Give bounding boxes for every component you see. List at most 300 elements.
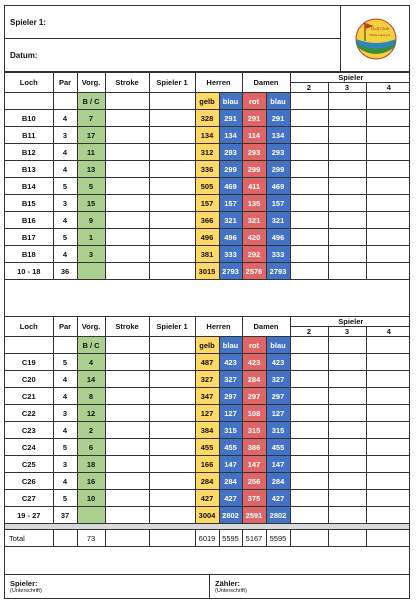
stroke-total-input[interactable] <box>105 530 149 547</box>
length-blau-damen: 321 <box>266 212 290 229</box>
hole-vorgabe: 4 <box>77 354 105 371</box>
hole-row <box>5 229 410 246</box>
spieler1-input[interactable] <box>149 354 195 371</box>
spieler-3-input[interactable] <box>328 456 366 473</box>
grand-total-row <box>5 530 410 547</box>
length-blau: 496 <box>219 229 242 246</box>
marker-signature-label: Zähler: <box>215 579 241 588</box>
date-label: Datum: <box>10 50 38 60</box>
hole-row <box>5 127 410 144</box>
hole-vorgabe: 7 <box>77 110 105 127</box>
table-cell <box>366 93 410 110</box>
spieler-3-input[interactable] <box>328 354 366 371</box>
spieler-3-input[interactable] <box>328 212 366 229</box>
length-blau: 291 <box>219 110 242 127</box>
spieler1-input[interactable] <box>149 473 195 490</box>
subtotal-rot: 2576 <box>242 263 266 280</box>
length-gelb: 166 <box>195 456 219 473</box>
spieler1-input[interactable] <box>149 490 195 507</box>
grand-total-par: 73 <box>77 530 105 547</box>
hole-par: 5 <box>53 490 77 507</box>
spieler-4-total-input[interactable] <box>366 530 410 547</box>
length-rot: 315 <box>242 422 266 439</box>
col-damen: Damen <box>242 317 290 337</box>
length-blau-damen: 291 <box>266 110 290 127</box>
spieler-4-input[interactable] <box>366 110 410 127</box>
stroke-input[interactable] <box>105 178 149 195</box>
hole-number: C23 <box>5 422 53 439</box>
hole-row <box>5 144 410 161</box>
length-blau-damen: 299 <box>266 161 290 178</box>
subtotal-label: 10 - 18 <box>5 263 53 280</box>
length-gelb: 455 <box>195 439 219 456</box>
spieler-3-input[interactable] <box>328 161 366 178</box>
table-cell <box>77 263 105 280</box>
length-gelb: 328 <box>195 110 219 127</box>
hole-vorgabe: 14 <box>77 371 105 388</box>
length-blau-damen: 134 <box>266 127 290 144</box>
table-cell <box>53 530 77 547</box>
spieler-3-input[interactable] <box>328 439 366 456</box>
player-signature-field[interactable] <box>5 574 210 599</box>
length-gelb: 347 <box>195 388 219 405</box>
stroke-input[interactable] <box>105 110 149 127</box>
length-gelb: 496 <box>195 229 219 246</box>
hole-row <box>5 439 410 456</box>
stroke-input[interactable] <box>105 161 149 178</box>
length-gelb: 312 <box>195 144 219 161</box>
length-rot: 321 <box>242 212 266 229</box>
hole-number: B14 <box>5 178 53 195</box>
length-rot: 375 <box>242 490 266 507</box>
hole-number: B13 <box>5 161 53 178</box>
stroke-input[interactable] <box>105 212 149 229</box>
length-blau: 297 <box>219 388 242 405</box>
spieler-2-input[interactable] <box>290 178 328 195</box>
tee-gelb: gelb <box>195 337 219 354</box>
length-gelb: 284 <box>195 473 219 490</box>
stroke-input[interactable] <box>105 490 149 507</box>
hole-vorgabe: 12 <box>77 405 105 422</box>
spieler-4-input[interactable] <box>366 456 410 473</box>
table-cell <box>53 93 77 110</box>
spieler-3-input[interactable] <box>328 178 366 195</box>
stroke-input[interactable] <box>105 127 149 144</box>
col-spieler-4: 4 <box>366 327 410 337</box>
back-nine-table <box>5 316 410 547</box>
subtotal-par: 36 <box>53 263 77 280</box>
spieler-4-input[interactable] <box>366 405 410 422</box>
header-row <box>5 73 410 83</box>
length-blau: 284 <box>219 473 242 490</box>
length-rot: 292 <box>242 246 266 263</box>
length-rot: 291 <box>242 110 266 127</box>
spieler-4-input[interactable] <box>366 473 410 490</box>
length-blau: 157 <box>219 195 242 212</box>
hole-vorgabe: 16 <box>77 473 105 490</box>
length-gelb: 327 <box>195 371 219 388</box>
hole-row <box>5 371 410 388</box>
length-rot: 386 <box>242 439 266 456</box>
tee-blau-damen: blau <box>266 93 290 110</box>
length-gelb: 384 <box>195 422 219 439</box>
spieler1-input[interactable] <box>149 263 195 280</box>
spieler-3-input[interactable] <box>328 405 366 422</box>
col-spieler: Spieler <box>290 73 410 83</box>
grand-total-gelb: 6019 <box>195 530 219 547</box>
table-cell <box>290 93 328 110</box>
marker-signature-field[interactable] <box>210 574 410 599</box>
spieler-4-input[interactable] <box>366 246 410 263</box>
golf-club-logo-icon <box>352 17 400 61</box>
hole-number: C19 <box>5 354 53 371</box>
col-herren: Herren <box>195 73 242 93</box>
spieler-3-input[interactable] <box>328 229 366 246</box>
hole-par: 5 <box>53 354 77 371</box>
length-blau: 333 <box>219 246 242 263</box>
hole-par: 4 <box>53 473 77 490</box>
spieler-2-input[interactable] <box>290 110 328 127</box>
spieler1-input[interactable] <box>149 110 195 127</box>
spieler1-input[interactable] <box>149 371 195 388</box>
length-gelb: 127 <box>195 405 219 422</box>
table-cell <box>105 337 149 354</box>
hole-number: C21 <box>5 388 53 405</box>
col-loch: Loch <box>5 317 53 337</box>
hole-number: C22 <box>5 405 53 422</box>
spieler-2-input[interactable] <box>290 456 328 473</box>
length-gelb: 487 <box>195 354 219 371</box>
spieler-2-input[interactable] <box>290 212 328 229</box>
table-cell <box>366 337 410 354</box>
hole-row <box>5 473 410 490</box>
stroke-input[interactable] <box>105 144 149 161</box>
length-rot: 256 <box>242 473 266 490</box>
length-blau-damen: 427 <box>266 490 290 507</box>
spieler-2-input[interactable] <box>290 405 328 422</box>
spieler1-input[interactable] <box>149 212 195 229</box>
tee-row <box>5 93 410 110</box>
stroke-input[interactable] <box>105 405 149 422</box>
hole-number: B17 <box>5 229 53 246</box>
length-gelb: 366 <box>195 212 219 229</box>
length-blau-damen: 455 <box>266 439 290 456</box>
length-rot: 411 <box>242 178 266 195</box>
spieler-4-input[interactable] <box>366 178 410 195</box>
spieler-3-input[interactable] <box>328 246 366 263</box>
table-cell <box>149 337 195 354</box>
length-blau-damen: 423 <box>266 354 290 371</box>
length-blau: 455 <box>219 439 242 456</box>
spieler1-input[interactable] <box>149 422 195 439</box>
hole-row <box>5 246 410 263</box>
front-nine-table <box>5 72 410 280</box>
spieler-2-input[interactable] <box>290 229 328 246</box>
tee-blau-damen: blau <box>266 337 290 354</box>
spieler-2-input[interactable] <box>290 144 328 161</box>
tee-blau: blau <box>219 93 242 110</box>
hole-number: B18 <box>5 246 53 263</box>
spieler-2-input[interactable] <box>290 473 328 490</box>
spieler-3-input[interactable] <box>328 507 366 524</box>
spieler1-input[interactable] <box>149 229 195 246</box>
hole-row <box>5 178 410 195</box>
hole-row <box>5 422 410 439</box>
stroke-input[interactable] <box>105 439 149 456</box>
spieler1-input[interactable] <box>149 405 195 422</box>
subtotal-gelb: 3004 <box>195 507 219 524</box>
length-blau-damen: 327 <box>266 371 290 388</box>
hole-row <box>5 354 410 371</box>
length-gelb: 427 <box>195 490 219 507</box>
stroke-input[interactable] <box>105 473 149 490</box>
col-herren: Herren <box>195 317 242 337</box>
length-blau: 315 <box>219 422 242 439</box>
col-spieler-4: 4 <box>366 83 410 93</box>
spieler1-input[interactable] <box>149 439 195 456</box>
spieler-2-input[interactable] <box>290 354 328 371</box>
length-blau: 427 <box>219 490 242 507</box>
spieler-2-input[interactable] <box>290 263 328 280</box>
hole-row <box>5 161 410 178</box>
table-cell <box>328 93 366 110</box>
spieler-2-input[interactable] <box>290 388 328 405</box>
length-blau: 423 <box>219 354 242 371</box>
hole-par: 4 <box>53 422 77 439</box>
length-blau-damen: 333 <box>266 246 290 263</box>
subtotal-row <box>5 507 410 524</box>
length-rot: 147 <box>242 456 266 473</box>
hole-par: 3 <box>53 195 77 212</box>
length-blau-damen: 469 <box>266 178 290 195</box>
marker-signature-sub: (Unterschrift) <box>215 588 247 594</box>
length-rot: 108 <box>242 405 266 422</box>
hole-number: B11 <box>5 127 53 144</box>
spieler-2-input[interactable] <box>290 422 328 439</box>
length-blau-damen: 315 <box>266 422 290 439</box>
hole-row <box>5 212 410 229</box>
hole-number: B12 <box>5 144 53 161</box>
hole-row <box>5 195 410 212</box>
stroke-input[interactable] <box>105 371 149 388</box>
spieler1-input[interactable] <box>149 178 195 195</box>
table-cell <box>149 93 195 110</box>
spieler1-input[interactable] <box>149 127 195 144</box>
spieler-4-input[interactable] <box>366 161 410 178</box>
subtotal-blau: 2802 <box>219 507 242 524</box>
hole-par: 5 <box>53 439 77 456</box>
hole-vorgabe: 10 <box>77 490 105 507</box>
stroke-input[interactable] <box>105 388 149 405</box>
spieler-3-input[interactable] <box>328 127 366 144</box>
hole-number: C24 <box>5 439 53 456</box>
hole-par: 5 <box>53 229 77 246</box>
spieler1-input[interactable] <box>149 195 195 212</box>
spieler-4-input[interactable] <box>366 490 410 507</box>
spieler-4-input[interactable] <box>366 144 410 161</box>
spieler-4-input[interactable] <box>366 195 410 212</box>
length-blau-damen: 127 <box>266 405 290 422</box>
hole-row <box>5 405 410 422</box>
spieler1-input[interactable] <box>149 161 195 178</box>
length-blau-damen: 293 <box>266 144 290 161</box>
hole-par: 5 <box>53 178 77 195</box>
tee-blau: blau <box>219 337 242 354</box>
stroke-input[interactable] <box>105 354 149 371</box>
hole-par: 4 <box>53 371 77 388</box>
spieler-3-input[interactable] <box>328 195 366 212</box>
hole-par: 4 <box>53 212 77 229</box>
hole-par: 4 <box>53 110 77 127</box>
spieler1-input[interactable] <box>149 144 195 161</box>
spieler-3-input[interactable] <box>328 473 366 490</box>
hole-number: C26 <box>5 473 53 490</box>
spieler-3-input[interactable] <box>328 371 366 388</box>
spieler-2-input[interactable] <box>290 127 328 144</box>
col-stroke: Stroke <box>105 73 149 93</box>
subtotal-rot: 2591 <box>242 507 266 524</box>
stroke-input[interactable] <box>105 246 149 263</box>
spieler-3-input[interactable] <box>328 263 366 280</box>
subtotal-par: 37 <box>53 507 77 524</box>
grand-total-label: Total <box>5 530 53 547</box>
stroke-input[interactable] <box>105 422 149 439</box>
spieler-2-input[interactable] <box>290 490 328 507</box>
length-gelb: 134 <box>195 127 219 144</box>
col-spieler-2: 2 <box>290 83 328 93</box>
spieler-3-input[interactable] <box>328 110 366 127</box>
spieler-4-input[interactable] <box>366 263 410 280</box>
col-vorg: Vorg. <box>77 317 105 337</box>
hole-vorgabe: 13 <box>77 161 105 178</box>
spieler-2-input[interactable] <box>290 439 328 456</box>
club-logo <box>340 6 410 72</box>
stroke-input[interactable] <box>105 263 149 280</box>
spieler1-input[interactable] <box>149 388 195 405</box>
spieler-4-input[interactable] <box>366 354 410 371</box>
hole-par: 3 <box>53 127 77 144</box>
length-blau: 327 <box>219 371 242 388</box>
hole-par: 4 <box>53 246 77 263</box>
length-rot: 299 <box>242 161 266 178</box>
col-vorg: Vorg. <box>77 73 105 93</box>
col-spieler-2: 2 <box>290 327 328 337</box>
header-row <box>5 317 410 327</box>
hole-par: 4 <box>53 161 77 178</box>
vorgabe-bc: B / C <box>77 93 105 110</box>
logo-text-line1: Golf Club <box>371 25 389 31</box>
length-gelb: 336 <box>195 161 219 178</box>
spieler1-total-input[interactable] <box>149 530 195 547</box>
stroke-input[interactable] <box>105 456 149 473</box>
length-gelb: 157 <box>195 195 219 212</box>
spieler-2-input[interactable] <box>290 507 328 524</box>
spieler-3-input[interactable] <box>328 422 366 439</box>
hole-vorgabe: 9 <box>77 212 105 229</box>
date-field[interactable] <box>5 39 340 72</box>
length-blau: 299 <box>219 161 242 178</box>
col-par: Par <box>53 73 77 93</box>
spieler-2-input[interactable] <box>290 371 328 388</box>
hole-number: C20 <box>5 371 53 388</box>
hole-row <box>5 456 410 473</box>
length-gelb: 505 <box>195 178 219 195</box>
col-damen: Damen <box>242 73 290 93</box>
col-spieler-3: 3 <box>328 327 366 337</box>
spieler-3-input[interactable] <box>328 388 366 405</box>
grand-total-rot: 5167 <box>242 530 266 547</box>
logo-text-line2: Tölzer Land e.V. <box>369 32 391 37</box>
hole-par: 4 <box>53 388 77 405</box>
spieler-3-input[interactable] <box>328 144 366 161</box>
col-spieler-3: 3 <box>328 83 366 93</box>
spieler1-input[interactable] <box>149 456 195 473</box>
stroke-input[interactable] <box>105 229 149 246</box>
hole-vorgabe: 1 <box>77 229 105 246</box>
length-blau: 293 <box>219 144 242 161</box>
spieler-2-total-input[interactable] <box>290 530 328 547</box>
subtotal-blau-damen: 2802 <box>266 507 290 524</box>
spieler-4-input[interactable] <box>366 229 410 246</box>
player-signature-label: Spieler: <box>10 579 38 588</box>
length-rot: 135 <box>242 195 266 212</box>
grand-total-blau: 5595 <box>219 530 242 547</box>
player-label: Spieler 1: <box>10 17 47 27</box>
col-spieler1: Spieler 1 <box>149 73 195 93</box>
length-rot: 114 <box>242 127 266 144</box>
col-stroke: Stroke <box>105 317 149 337</box>
length-gelb: 381 <box>195 246 219 263</box>
col-par: Par <box>53 317 77 337</box>
length-blau: 321 <box>219 212 242 229</box>
spieler-2-input[interactable] <box>290 195 328 212</box>
length-blau: 134 <box>219 127 242 144</box>
spieler-4-input[interactable] <box>366 212 410 229</box>
hole-par: 3 <box>53 405 77 422</box>
spieler-4-input[interactable] <box>366 507 410 524</box>
hole-vorgabe: 18 <box>77 456 105 473</box>
hole-par: 3 <box>53 456 77 473</box>
tee-rot: rot <box>242 93 266 110</box>
stroke-input[interactable] <box>105 507 149 524</box>
spieler1-input[interactable] <box>149 246 195 263</box>
spieler-3-total-input[interactable] <box>328 530 366 547</box>
length-blau: 469 <box>219 178 242 195</box>
player-field[interactable] <box>5 6 340 39</box>
hole-vorgabe: 11 <box>77 144 105 161</box>
spieler-4-input[interactable] <box>366 127 410 144</box>
table-cell <box>77 507 105 524</box>
length-rot: 423 <box>242 354 266 371</box>
subtotal-blau-damen: 2793 <box>266 263 290 280</box>
spieler-3-input[interactable] <box>328 490 366 507</box>
length-blau: 147 <box>219 456 242 473</box>
spieler1-input[interactable] <box>149 507 195 524</box>
spieler-2-input[interactable] <box>290 161 328 178</box>
col-spieler: Spieler <box>290 317 410 327</box>
spieler-4-input[interactable] <box>366 439 410 456</box>
subtotal-row <box>5 263 410 280</box>
hole-number: B10 <box>5 110 53 127</box>
spieler-4-input[interactable] <box>366 422 410 439</box>
spieler-4-input[interactable] <box>366 388 410 405</box>
scorecard <box>4 5 410 599</box>
stroke-input[interactable] <box>105 195 149 212</box>
tee-rot: rot <box>242 337 266 354</box>
spieler-2-input[interactable] <box>290 246 328 263</box>
spieler-4-input[interactable] <box>366 371 410 388</box>
col-spieler1: Spieler 1 <box>149 317 195 337</box>
